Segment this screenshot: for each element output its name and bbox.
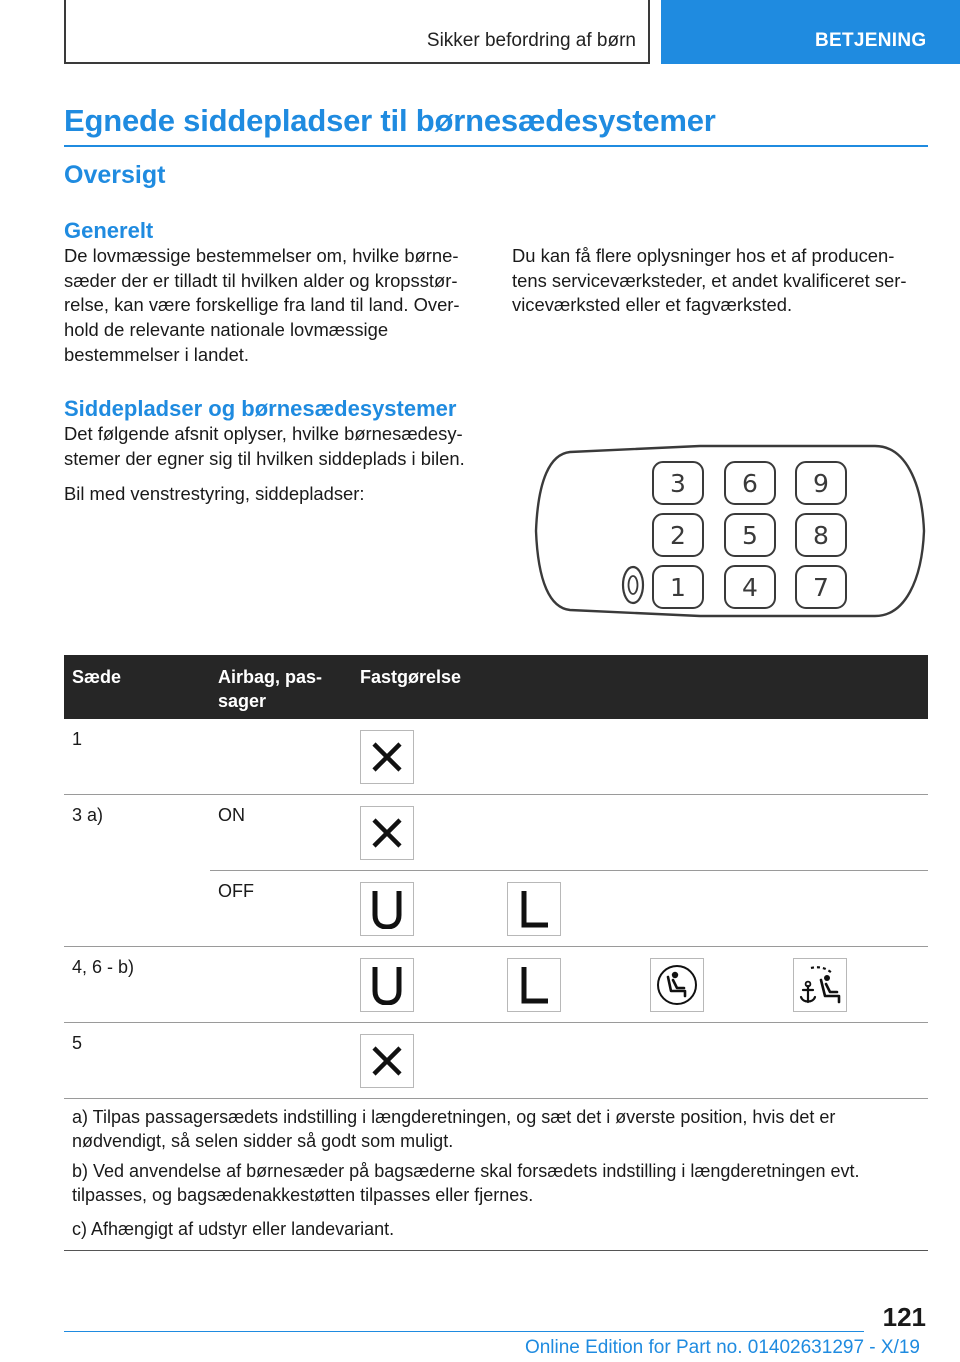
seat-number: 7 bbox=[813, 573, 829, 602]
page-title: Egnede siddepladser til børnesædesystemer bbox=[64, 103, 716, 138]
text-line: tens serviceværksteder, et andet kvalificeret ser- bbox=[512, 269, 907, 291]
text-line: relse, kan være forskellige fra land til land. Over- bbox=[64, 294, 460, 316]
car-seat-diagram bbox=[530, 440, 930, 622]
i-size-seat-icon bbox=[650, 958, 704, 1012]
seats-heading: Siddepladser og børnesædesystemer bbox=[64, 396, 457, 421]
seat-number: 1 bbox=[670, 573, 686, 602]
text-line: stemer der egner sig til hvilken siddeplads i bilen. bbox=[64, 447, 465, 469]
column-header-mounting: Fastgørelse bbox=[360, 667, 462, 687]
general-left-paragraph bbox=[64, 244, 494, 368]
title-underline bbox=[64, 145, 928, 147]
airbag-cell: ON bbox=[218, 805, 245, 825]
seat-number: 8 bbox=[813, 521, 829, 550]
general-right-paragraph bbox=[512, 244, 932, 318]
not-suitable-cross-icon bbox=[360, 806, 414, 860]
not-suitable-cross-icon bbox=[360, 1034, 414, 1088]
general-heading: Generelt bbox=[64, 218, 154, 243]
text-line: Du kan få flere oplysninger hos et af producen- bbox=[512, 245, 895, 266]
not-suitable-cross-icon bbox=[360, 730, 414, 784]
seat-number: 2 bbox=[670, 521, 686, 550]
table-row bbox=[64, 719, 928, 795]
seat-number: 6 bbox=[742, 469, 758, 498]
footnote-a: a) Tilpas passagersædets indstilling i længderetningen, og sæt det i øverste position, hvis det er nødvendigt, så selen sidder så godt som muligt. bbox=[72, 1107, 836, 1151]
footer-edition: Online Edition for Part no. 01402631297 - X/19 bbox=[524, 1337, 920, 1358]
seat-grid bbox=[653, 462, 846, 608]
footnotes-divider bbox=[64, 1250, 928, 1251]
text-line: bestemmelser i landet. bbox=[64, 343, 250, 365]
seat-number: 9 bbox=[813, 469, 829, 498]
seat-cell: 3 a) bbox=[72, 805, 104, 825]
seats-intro-paragraph bbox=[64, 422, 504, 471]
universal-u-icon bbox=[360, 958, 414, 1012]
column-header-airbag: Airbag, pas- sager bbox=[218, 667, 323, 711]
text-line: sæder der er tilladt til hvilken alder og kropsstør- bbox=[64, 269, 458, 291]
semi-universal-l-icon bbox=[507, 882, 561, 936]
seat-cell: 4, 6 - b) bbox=[72, 957, 135, 977]
isofix-anchor-seat-icon bbox=[793, 958, 847, 1012]
seat-cell: 1 bbox=[72, 729, 83, 749]
table-row bbox=[64, 871, 928, 947]
table-row bbox=[64, 1023, 928, 1099]
header-section-tab bbox=[64, 0, 650, 64]
text-line: hold de relevante nationale lovmæssige bbox=[64, 319, 389, 341]
column-header-seat: Sæde bbox=[72, 667, 122, 687]
seat-cell: 5 bbox=[72, 1033, 83, 1053]
seat-suitability-table bbox=[64, 655, 928, 1099]
airbag-cell: OFF bbox=[218, 881, 254, 901]
table-row bbox=[64, 795, 928, 871]
text-line: De lovmæssige bestemmelser om, hvilke børne- bbox=[64, 245, 459, 266]
universal-u-icon bbox=[360, 882, 414, 936]
table-row bbox=[64, 947, 928, 1023]
seat-number: 5 bbox=[742, 521, 758, 550]
semi-universal-l-icon bbox=[507, 958, 561, 1012]
header-chapter-title: BETJENING bbox=[815, 30, 927, 51]
seat-number: 3 bbox=[670, 469, 686, 498]
text-line: Det følgende afsnit oplyser, hvilke børnesædesy- bbox=[64, 423, 463, 444]
steering-wheel-icon bbox=[623, 567, 643, 603]
seat-number: 4 bbox=[742, 573, 758, 602]
table-header bbox=[64, 655, 928, 719]
footer-rule bbox=[64, 1331, 864, 1332]
page-number: 121 bbox=[882, 1302, 926, 1332]
header-section-title: Sikker befordring af børn bbox=[426, 30, 636, 51]
header-chapter-tab[interactable] bbox=[661, 0, 960, 64]
footnote-c: c) Afhængigt af udstyr eller landevariant. bbox=[72, 1219, 395, 1239]
footnote-b: b) Ved anvendelse af børnesæder på bagsæderne skal forsædets indstilling i længderetningen evt. tilpasses, og bagsædenakkestøtten tilpasses eller fjernes. bbox=[72, 1161, 860, 1205]
seats-caption: Bil med venstrestyring, siddepladser: bbox=[64, 483, 365, 504]
page-subtitle: Oversigt bbox=[64, 161, 166, 189]
text-line: viceværksted eller et fagværksted. bbox=[512, 294, 793, 316]
